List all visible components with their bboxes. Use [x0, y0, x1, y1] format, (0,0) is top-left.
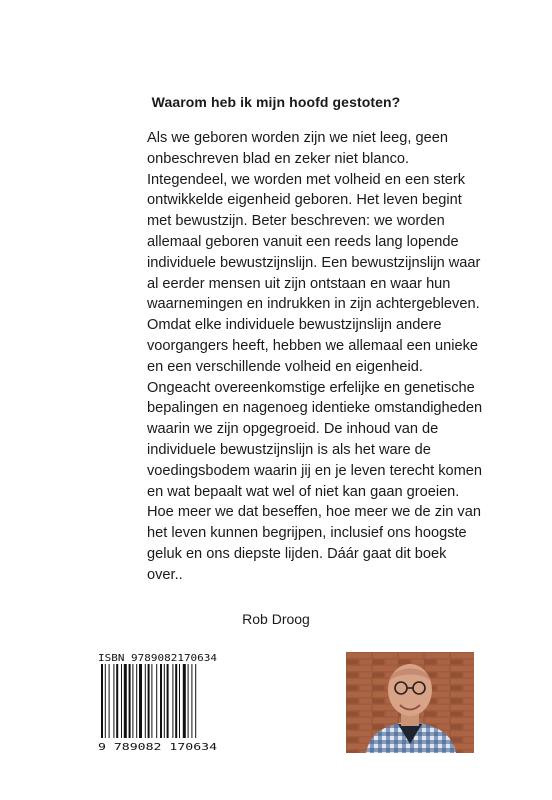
blurb-line: Ongeacht overeenkomstige erfelijke en genetische	[147, 379, 475, 396]
blurb-line: Integendeel, we worden met volheid en een sterk	[147, 171, 466, 188]
blurb-line: allemaal geboren vanuit een reeds lang lopende	[147, 233, 459, 250]
isbn-label: ISBN 9789082170634	[98, 653, 218, 664]
author-photo	[346, 652, 474, 753]
barcode-bar	[164, 664, 165, 738]
barcode-bar	[191, 664, 192, 738]
blurb-text	[147, 128, 483, 586]
barcode-bar	[156, 664, 157, 738]
blurb-line: individuele bewustzijnslijn. Een bewustzijnslijn waar	[147, 254, 481, 271]
blurb-line: voedingsbodem waarin jij en je leven terecht komen	[147, 462, 483, 479]
barcode-bar	[188, 664, 189, 738]
barcode-bar	[167, 664, 169, 738]
barcode-bar	[148, 664, 150, 738]
blurb-line: onbeschreven blad en zeker niet blanco.	[147, 150, 410, 167]
blurb-line: voorgangers heeft, hebben we allemaal een unieke	[147, 337, 479, 354]
barcode-bar	[136, 664, 137, 738]
isbn-barcode	[97, 651, 218, 752]
barcode-bars	[101, 664, 196, 738]
blurb-line: met bewustzijn. Beter beschreven: we worden	[147, 213, 445, 230]
barcode-bar	[129, 664, 131, 738]
blurb-line: waarin we zijn opgegroeid. De inhoud van de	[147, 421, 439, 438]
barcode-bar	[139, 664, 142, 738]
blurb-line: en een verschillende volheid en eigenheid.	[147, 358, 423, 375]
barcode-bar	[116, 664, 118, 738]
barcode-bar	[105, 664, 106, 738]
blurb-line: individuele bewustzijnslijn is als het ware de	[147, 441, 431, 458]
barcode-digits: 9 789082 170634	[98, 742, 218, 752]
blurb-line: en wat bepaalt wat wel of niet kan gaan groeien.	[147, 483, 460, 500]
blurb-line: het leven kunnen begrijpen, inclusief ons hoogste	[147, 525, 467, 542]
barcode-bar	[151, 664, 152, 738]
blurb-line: Omdat elke individuele bewustzijnslijn andere	[147, 317, 442, 334]
blurb-line: ontwikkelde eigenheid geboren. Het leven begint	[147, 192, 462, 209]
barcode-bar	[160, 664, 162, 738]
blurb-line: waarnemingen en indrukken in zijn achtergebleven.	[147, 296, 480, 313]
book-title: Waarom heb ik mijn hoofd gestoten?	[151, 94, 401, 110]
barcode-bar	[179, 664, 180, 738]
blurb-line: bepalingen en nagenoeg identieke omstandigheden	[147, 400, 483, 417]
barcode-bar	[175, 664, 177, 738]
barcode-bar	[101, 664, 103, 738]
barcode-bar	[124, 664, 127, 738]
barcode-bar	[195, 664, 196, 738]
barcode-bar	[121, 664, 122, 738]
blurb-line: al eerder mensen uit zijn ontstaan en waar hun	[147, 275, 451, 292]
barcode-bar	[172, 664, 173, 738]
barcode-bar	[183, 664, 186, 738]
barcode-bar	[109, 664, 110, 738]
barcode-bar	[132, 664, 133, 738]
blurb-line: over..	[147, 566, 183, 583]
blurb-line: Als we geboren worden zijn we niet leeg, geen	[147, 130, 448, 146]
blurb-line: Hoe meer we dat beseffen, hoe meer we de zin van	[147, 504, 481, 521]
barcode-bar	[113, 664, 114, 738]
author-name: Rob Droog	[242, 611, 310, 627]
blurb-line: geluk en ons diepste lijden. Dáár gaat dit boek	[147, 545, 447, 562]
barcode-bar	[145, 664, 146, 738]
